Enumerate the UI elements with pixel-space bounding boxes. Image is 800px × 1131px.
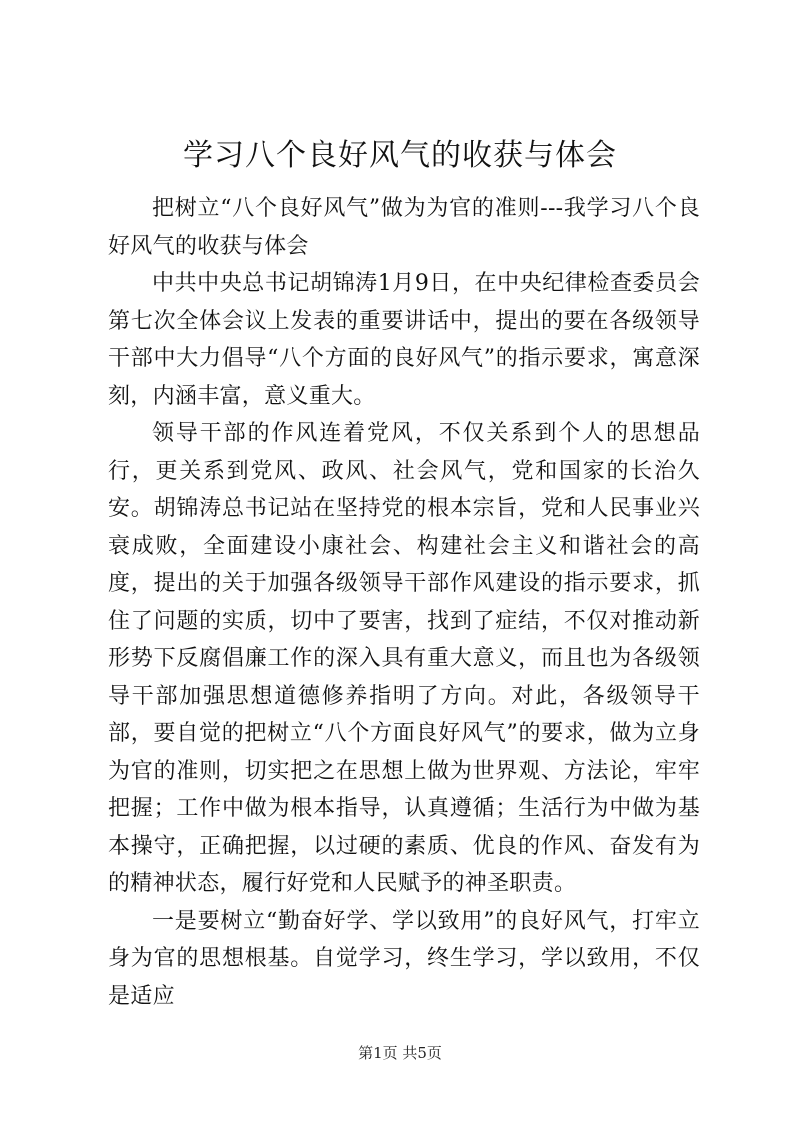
paragraph-point-one: 一是要树立“勤奋好学、学以致用”的良好风气，打牢立身为官的思想根基。自觉学习，终生学习，学以致用，不仅是适应 — [108, 908, 700, 1009]
paragraph-intro: 中共中央总书记胡锦涛1月9日，在中央纪律检查委员会第七次全体会议上发表的重要讲话中，提出的要在各级领导干部中大力倡导“八个方面的良好风气”的指示要求，寓意深刻，内涵丰富，意义重大。 — [108, 271, 700, 409]
paragraph-subtitle: 把树立“八个良好风气”做为为官的准则---我学习八个良好风气的收获与体会 — [108, 196, 700, 259]
paragraph-leadership-style: 领导干部的作风连着党风，不仅关系到个人的思想品行，更关系到党风、政风、社会风气，党和国家的长治久安。胡锦涛总书记站在坚持党的根本宗旨，党和人民事业兴衰成败，全面建设小康社会、构建社会主义和谐社会的高度，提出的关于加强各级领导干部作风建设的指示要求，抓住了问题的实质，切中了要害，找到了症结，不仅对推动新形势下反腐倡廉工作的深入具有重大意义，而且也为各级领导干部加强思想道德修养指明了方向。对此，各级领导干部，要自觉的把树立“八个方面良好风气”的要求，做为立身为官的准则，切实把之在思想上做为世界观、方法论，牢牢把握；工作中做为根本指导，认真遵循；生活行为中做为基本操守，正确把握，以过硬的素质、优良的作风、奋发有为的精神状态，履行好党和人民赋予的神圣职责。 — [108, 421, 700, 896]
document-body — [108, 190, 700, 1015]
document-title: 学习八个良好风气的收获与体会 — [183, 138, 617, 173]
page-footer: 第1页 共5页 — [358, 1044, 442, 1062]
